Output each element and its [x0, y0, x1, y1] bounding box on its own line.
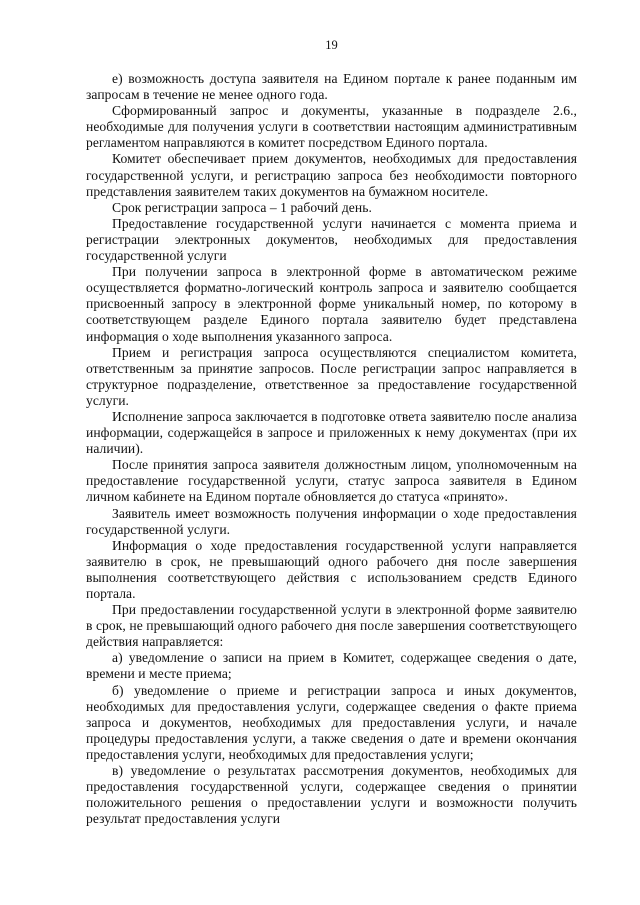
paragraph-e-access: е) возможность доступа заявителя на Едином портале к ранее поданным им запросам в течение не менее одного года.: [86, 71, 577, 103]
paragraph-status-accepted: После принятия запроса заявителя должностным лицом, уполномоченным на предоставление государственной услуги, статус запроса заявителя в Едином личном кабинете на Едином портале обновляется до статуса «принято».: [86, 457, 577, 505]
paragraph-progress-info: Информация о ходе предоставления государственной услуги направляется заявителю в срок, не превышающий одного рабочего дня после завершения выполнения соответствующего действия с использованием средств Единого портала.: [86, 537, 577, 601]
paragraph-formed-request: Сформированный запрос и документы, указанные в подразделе 2.6., необходимые для получения услуги в соответствии настоящим административным регламентом направляются в комитет посредством Единого портала.: [86, 103, 577, 151]
page-number: 19: [325, 38, 338, 52]
paragraph-registration-term: Срок регистрации запроса – 1 рабочий день.: [112, 199, 372, 215]
paragraph-electronic-notification: При предоставлении государственной услуги в электронной форме заявителю в срок, не превышающий одного рабочего дня после завершения соответствующего действия направляется:: [86, 602, 577, 650]
document-body: [86, 71, 577, 827]
paragraph-committee-receipt: Комитет обеспечивает прием документов, необходимых для предоставления государственной услуги, и регистрацию запроса без необходимости повторного представления заявителем таких документов на бумажном носителе.: [86, 151, 577, 199]
paragraph-notification-c: в) уведомление о результатах рассмотрения документов, необходимых для предоставления государственной услуги, содержащее сведения о принятии положительного решения о предоставлении услуги и возможности получить результат предоставления услуги: [86, 763, 577, 827]
paragraph-notification-a: а) уведомление о записи на прием в Комитет, содержащее сведения о дате, времени и месте приема;: [86, 650, 577, 682]
paragraph-reception-registration: Прием и регистрация запроса осуществляются специалистом комитета, ответственным за принятие запросов. После регистрации запрос направляется в структурное подразделение, ответственное за предоставление государственной услуги.: [86, 344, 577, 408]
paragraph-request-execution: Исполнение запроса заключается в подготовке ответа заявителю после анализа информации, содержащейся в запросе и приложенных к нему документах (при их наличии).: [86, 408, 577, 457]
paragraph-service-start: Предоставление государственной услуги начинается с момента приема и регистрации электронных документов, необходимых для предоставления государственной услуги: [86, 215, 577, 264]
paragraph-applicant-info: Заявитель имеет возможность получения информации о ходе предоставления государственной услуги.: [86, 505, 577, 537]
paragraph-electronic-request: При получении запроса в электронной форме в автоматическом режиме осуществляется форматно-логический контроль запроса и заявителю сообщается присвоенный запросу в электронной форме уникальный номер, по которому в соответствующем разделе Единого портала заявителю будет представлена информация о ходе выполнения указанного запроса.: [86, 264, 577, 344]
paragraph-notification-b: б) уведомление о приеме и регистрации запроса и иных документов, необходимых для предоставления услуги, содержащее сведения о факте приема запроса и документов, необходимых для предоставления услуги, и начале процедуры предоставления услуги, а также сведения о дате и времени окончания предоставления услуги, необходимых для предоставления услуги;: [86, 682, 577, 762]
